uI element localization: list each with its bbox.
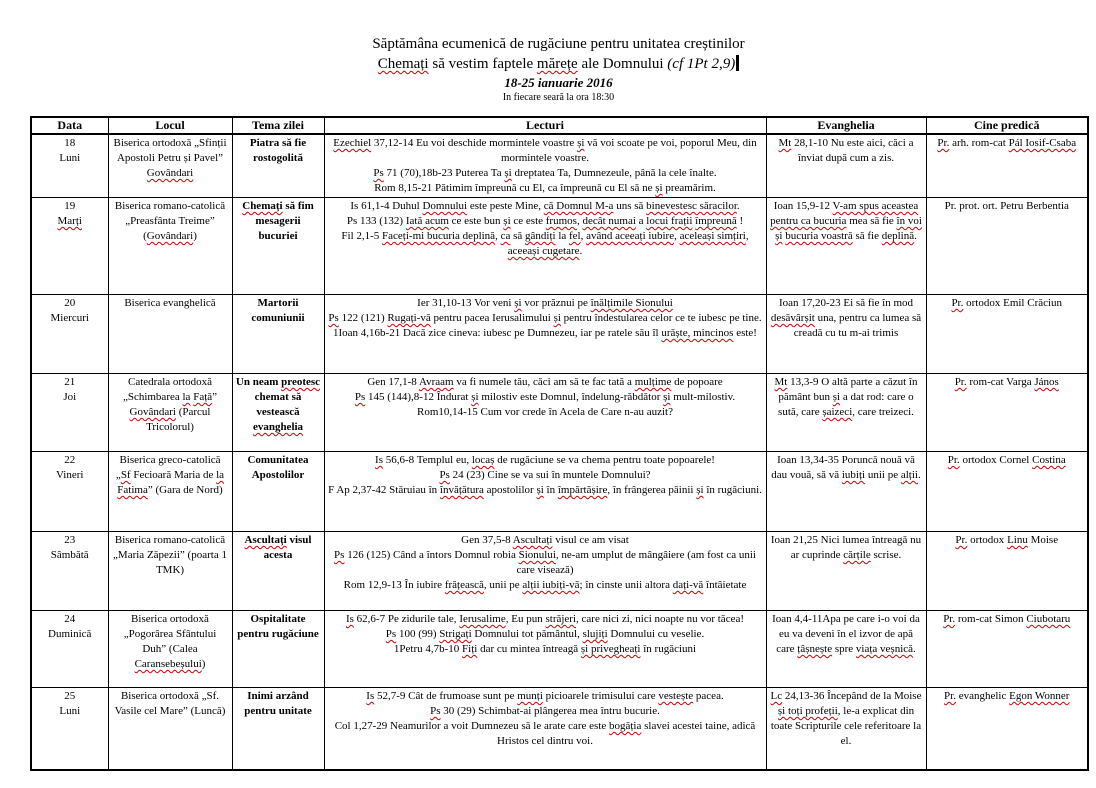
table-row bbox=[31, 688, 1088, 770]
reading-line: Fil 2,1-5 Faceți-mi bucuria deplină, ca să gândiți la fel, având aceeați iubire, aceleași simțiri, aceeași cugetare. bbox=[341, 230, 749, 257]
cell-tema: Comunitatea Apostolilor bbox=[232, 452, 324, 532]
cell-cine-predica: Pr. rom-cat Varga János bbox=[926, 374, 1088, 452]
reading-line: Gen 37,5-8 Ascultați visul ce am visat bbox=[461, 534, 629, 546]
date-day: 24 bbox=[64, 613, 76, 625]
reading-line: Is 56,6-8 Templul eu, locaș de rugăciune se va chema pentru toate popoarele! bbox=[375, 454, 715, 466]
cell-date bbox=[31, 532, 108, 611]
cell-tema: Piatra să fie rostogolită bbox=[232, 134, 324, 198]
cell-cine-predica: Pr. ortodox Linu Moise bbox=[926, 532, 1088, 611]
column-header-cine-predica: Cine predică bbox=[926, 117, 1088, 134]
cell-lecturi bbox=[324, 295, 766, 374]
column-header-evanghelia: Evanghelia bbox=[766, 117, 926, 134]
cell-locul: Biserica romano-catolică „Preasfânta Treime” (Govândari) bbox=[108, 198, 232, 295]
cell-lecturi bbox=[324, 134, 766, 198]
cell-lecturi bbox=[324, 611, 766, 688]
reading-line: Ps 145 (144),8-12 Îndurat și milostiv este Domnul, îndelung-răbdător și mult-milostiv. bbox=[354, 391, 736, 403]
reading-line: 1Petru 4,7b-10 Fiți dar cu mintea întreagă și privegheați în rugăciuni bbox=[393, 643, 697, 655]
date-day: 20 bbox=[64, 297, 76, 309]
cell-date bbox=[31, 611, 108, 688]
date-weekday: Duminică bbox=[48, 628, 92, 640]
date-weekday: Sâmbătă bbox=[50, 549, 89, 561]
reading-line: Ezechiel 37,12-14 Eu voi deschide mormintele voastre și vă voi scoate pe voi, poporul Meu, din mormintele voastre. bbox=[333, 137, 757, 164]
cell-locul: Biserica ortodoxă „Pogorârea Sfântului Duh” (Calea Caransebeșului) bbox=[108, 611, 232, 688]
date-weekday: Marți bbox=[57, 215, 82, 227]
cell-lecturi bbox=[324, 532, 766, 611]
cell-cine-predica: Pr. ortodox Cornel Costina bbox=[926, 452, 1088, 532]
cell-locul: Catedrala ortodoxă „Schimbarea la Față” Govândari (Parcul Tricolorul) bbox=[108, 374, 232, 452]
reading-line: Ps 71 (70),18b-23 Puterea Ta și dreptatea Ta, Dumnezeule, până la cele înalte. bbox=[373, 167, 717, 179]
title-line-1: Săptămâna ecumenică de rugăciune pentru unitatea creștinilor bbox=[372, 36, 745, 52]
cell-tema: Inimi arzând pentru unitate bbox=[232, 688, 324, 770]
cell-tema: Ospitalitate pentru rugăciune bbox=[232, 611, 324, 688]
date-day: 19 bbox=[64, 200, 76, 212]
table-row bbox=[31, 611, 1088, 688]
cell-evanghelia: Ioan 15,9-12 V-am spus aceastea pentru ca bucuria mea să fie în voi și bucuria voastră să fie deplină. bbox=[766, 198, 926, 295]
cell-date bbox=[31, 134, 108, 198]
reading-line: Is 52,7-9 Cât de frumoase sunt pe munți picioarele trimisului care vestește pacea. bbox=[366, 690, 724, 702]
header-row bbox=[31, 117, 1088, 134]
table-row bbox=[31, 374, 1088, 452]
schedule-table bbox=[30, 116, 1089, 771]
reading-line: Col 1,27-29 Neamurilor a voit Dumnezeu să le arate care este bogăția slavei acestei taine, adică Hristos cel dintru voi. bbox=[334, 720, 756, 747]
cell-evanghelia: Ioan 21,25 Nici lumea întreagă nu ar cuprinde cărțile scrise. bbox=[766, 532, 926, 611]
cell-lecturi bbox=[324, 374, 766, 452]
cell-tema: Ascultați visul acesta bbox=[232, 532, 324, 611]
date-day: 23 bbox=[64, 534, 76, 546]
reading-line: Ps 100 (99) Strigați Domnului tot pământul, slujiți Domnului cu veselie. bbox=[385, 628, 705, 640]
cell-evanghelia: Mt 13,3-9 O altă parte a căzut în pământ bun și a dat rod: care o sută, care șaizeci, care treizeci. bbox=[766, 374, 926, 452]
reading-line: Ps 24 (23) Cine se va sui în muntele Domnului? bbox=[439, 469, 651, 481]
cell-locul: Biserica ortodoxă „Sfinții Apostoli Petru și Pavel” Govândari bbox=[108, 134, 232, 198]
cell-lecturi bbox=[324, 452, 766, 532]
reading-line: Rom10,14-15 Cum vor crede în Acela de Care n-au auzit? bbox=[417, 406, 673, 418]
table-row bbox=[31, 452, 1088, 532]
table-row bbox=[31, 198, 1088, 295]
column-header-data: Data bbox=[31, 117, 108, 134]
cell-evanghelia: Lc 24,13-36 Începând de la Moise și toți profeții, le-a explicat din toate Scripturile cele referitoare la el. bbox=[766, 688, 926, 770]
cell-locul: Biserica romano-catolică „Maria Zăpezii” (poarta 1 TMK) bbox=[108, 532, 232, 611]
date-weekday: Miercuri bbox=[50, 312, 89, 324]
cell-lecturi bbox=[324, 198, 766, 295]
date-day: 25 bbox=[64, 690, 76, 702]
reading-line: Is 62,6-7 Pe zidurile tale, Ierusalime, Eu pun străjeri, care nici zi, nici noapte nu vor tăcea! bbox=[345, 613, 745, 625]
cell-cine-predica: Pr. arh. rom-cat Pál Iosif-Csaba bbox=[926, 134, 1088, 198]
reading-line: Is 61,1-4 Duhul Domnului este peste Mine, că Domnul M-a uns să binevestesc săracilor. bbox=[350, 200, 740, 212]
cell-evanghelia: Ioan 4,4-11Apa pe care i-o voi da eu va deveni în el izvor de apă care țâșnește spre viața veșnică. bbox=[766, 611, 926, 688]
cell-tema: Chemați să fim mesagerii bucuriei bbox=[232, 198, 324, 295]
reading-line: Ps 122 (121) Rugați-vă pentru pacea Ierusalimului și pentru îndestularea celor ce te iubesc pe tine. bbox=[328, 312, 762, 324]
reading-line: Ps 30 (29) Schimbat-ai plângerea mea întru bucurie. bbox=[430, 705, 660, 717]
reading-line: Gen 17,1-8 Avraam va fi numele tău, căci am să te fac tată a mulțime de popoare bbox=[367, 376, 723, 388]
cell-tema: Martorii comuniunii bbox=[232, 295, 324, 374]
title-date-range: 18-25 ianuarie 2016 bbox=[504, 75, 613, 90]
date-day: 21 bbox=[64, 376, 76, 388]
document-header bbox=[30, 0, 1087, 105]
date-day: 22 bbox=[64, 454, 76, 466]
reading-line: Ps 126 (125) Când a întors Domnul robia Sionului, ne-am umplut de mângâiere (am fost ca unii care visează) bbox=[334, 549, 756, 576]
table-row bbox=[31, 532, 1088, 611]
cell-cine-predica: Pr. ortodox Emil Crăciun bbox=[926, 295, 1088, 374]
cell-date bbox=[31, 295, 108, 374]
reading-line: F Ap 2,37-42 Stăruiau în învățătura apostolilor și în împărtășire, în frângerea pâinii și în rugăciuni. bbox=[328, 484, 762, 496]
text-cursor bbox=[736, 55, 739, 71]
reading-line: Rom 8,15-21 Pătimim împreună cu El, ca împreună cu El să ne și preamărim. bbox=[374, 182, 716, 194]
date-day: 18 bbox=[64, 137, 76, 149]
reading-line: Rom 12,9-13 În iubire frățească, unii pe alții iubiți-vă; în cinste unii altora dați-vă întâietate bbox=[343, 579, 747, 591]
title-time-note: In fiecare seară la ora 18:30 bbox=[502, 92, 615, 103]
cell-evanghelia: Ioan 13,34-35 Poruncă nouă vă dau vouă, să vă iubiți unii pe alții. bbox=[766, 452, 926, 532]
cell-lecturi bbox=[324, 688, 766, 770]
cell-cine-predica: Pr. prot. ort. Petru Berbentia bbox=[926, 198, 1088, 295]
title-line-2-text: Chemați să vestim faptele mărețe ale Domnului (cf 1Pt 2,9) bbox=[377, 56, 736, 72]
cell-date bbox=[31, 198, 108, 295]
column-header-locul: Locul bbox=[108, 117, 232, 134]
table-row bbox=[31, 295, 1088, 374]
cell-locul: Biserica greco-catolică „Sf Fecioară Maria de la Fatima” (Gara de Nord) bbox=[108, 452, 232, 532]
column-header-tema: Tema zilei bbox=[232, 117, 324, 134]
date-weekday: Joi bbox=[63, 391, 77, 403]
cell-date bbox=[31, 452, 108, 532]
cell-cine-predica: Pr. evanghelic Egon Wonner bbox=[926, 688, 1088, 770]
cell-date bbox=[31, 688, 108, 770]
cell-evanghelia: Ioan 17,20-23 Ei să fie în mod desăvârșit una, pentru ca lumea să creadă cu tu m-ai trimis bbox=[766, 295, 926, 374]
reading-line: Ier 31,10-13 Vor veni și vor prăznui pe înălțimile Sionului bbox=[417, 297, 673, 309]
reading-line: 1Ioan 4,16b-21 Dacă zice cineva: iubesc pe Dumnezeu, iar pe ratele său îl urăște, mincinos este! bbox=[333, 327, 757, 339]
reading-line: Ps 133 (132) Iată acum ce este bun și ce este frumos, decât numai a locui frații împreună ! bbox=[346, 215, 744, 227]
table-row bbox=[31, 134, 1088, 198]
cell-cine-predica: Pr. rom-cat Simon Ciubotaru bbox=[926, 611, 1088, 688]
column-header-lecturi: Lecturi bbox=[324, 117, 766, 134]
date-weekday: Luni bbox=[59, 705, 81, 717]
date-weekday: Vineri bbox=[56, 469, 84, 481]
date-weekday: Luni bbox=[59, 152, 81, 164]
title-line-2 bbox=[30, 54, 1087, 74]
cell-locul: Biserica evanghelică bbox=[108, 295, 232, 374]
cell-evanghelia: Mt 28,1-10 Nu este aici, căci a înviat după cum a zis. bbox=[766, 134, 926, 198]
cell-locul: Biserica ortodoxă „Sf. Vasile cel Mare” (Luncă) bbox=[108, 688, 232, 770]
cell-tema: Un neam preotesc chemat să vestească evanghelia bbox=[232, 374, 324, 452]
cell-date bbox=[31, 374, 108, 452]
